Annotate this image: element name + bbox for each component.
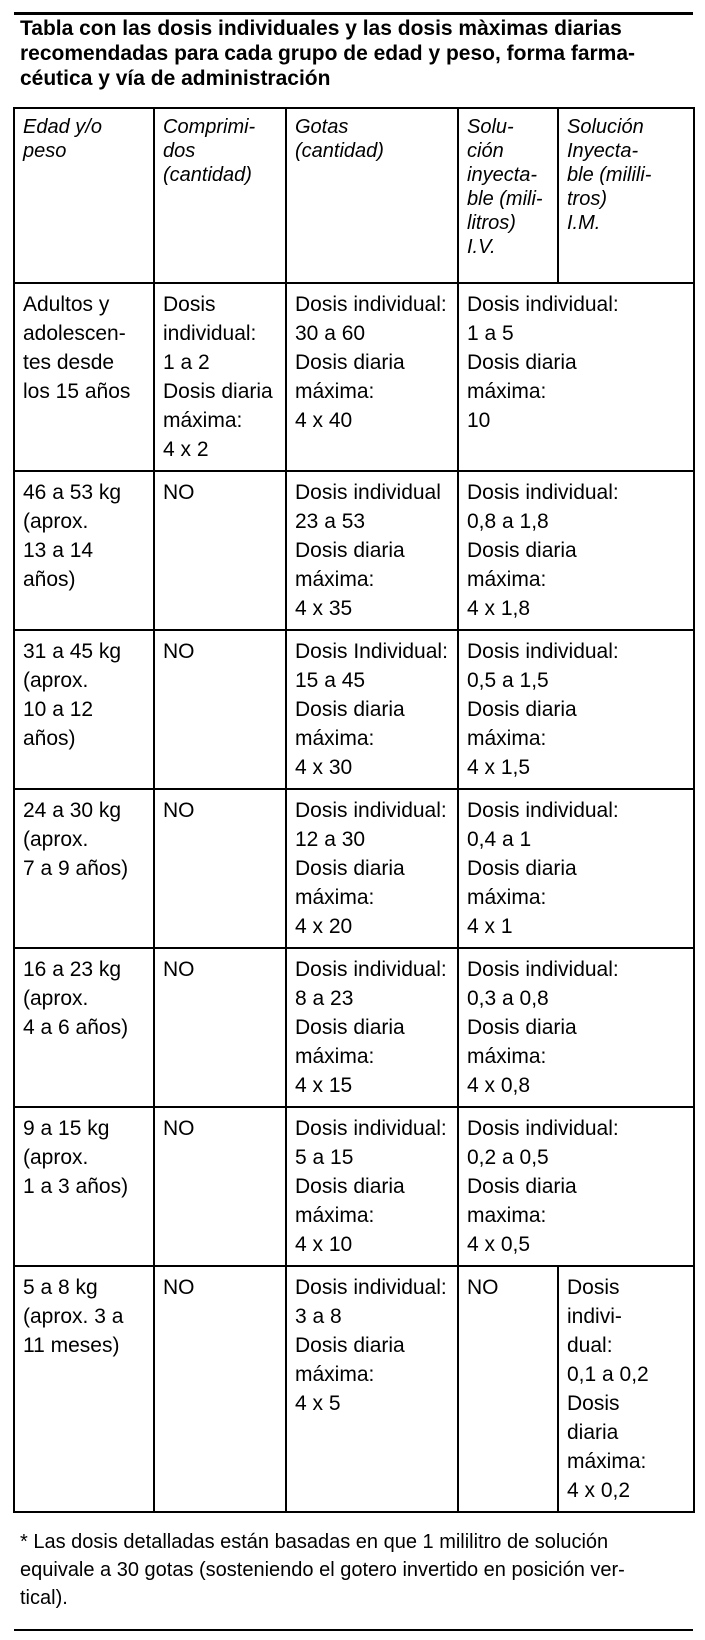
cell-drops: Dosis Individual: 15 a 45 Dosis diaria máxima: 4 x 30 <box>286 630 458 789</box>
cell-solution: Dosis individual: 0,2 a 0,5 Dosis diaria maxima: 4 x 0,5 <box>458 1107 694 1266</box>
table-row <box>14 1107 694 1266</box>
bottom-rule <box>14 1629 693 1631</box>
cell-age: 24 a 30 kg (aprox. 7 a 9 años) <box>14 789 154 948</box>
cell-age: Adultos y adolescen- tes desde los 15 años <box>14 283 154 471</box>
cell-solution: Dosis individual: 1 a 5 Dosis diaria máxima: 10 <box>458 283 694 471</box>
cell-drops: Dosis individual: 12 a 30 Dosis diaria máxima: 4 x 20 <box>286 789 458 948</box>
cell-tablets: Dosis individual: 1 a 2 Dosis diaria máxima: 4 x 2 <box>154 283 286 471</box>
cell-age: 31 a 45 kg (aprox. 10 a 12 años) <box>14 630 154 789</box>
header-row <box>14 108 694 283</box>
cell-age: 5 a 8 kg (aprox. 3 a 11 meses) <box>14 1266 154 1512</box>
cell-tablets: NO <box>154 1107 286 1266</box>
cell-tablets: NO <box>154 1266 286 1512</box>
cell-drops: Dosis individual: 8 a 23 Dosis diaria máxima: 4 x 15 <box>286 948 458 1107</box>
cell-drops: Dosis individual 23 a 53 Dosis diaria máxima: 4 x 35 <box>286 471 458 630</box>
cell-tablets: NO <box>154 471 286 630</box>
header-drops: Gotas (cantidad) <box>286 108 458 283</box>
cell-tablets: NO <box>154 789 286 948</box>
top-rule <box>14 12 693 15</box>
header-im: Solución Inyecta- ble (milili- tros) I.M. <box>558 108 694 283</box>
table-row <box>14 1266 694 1512</box>
cell-tablets: NO <box>154 948 286 1107</box>
dosage-table <box>13 107 695 1513</box>
header-iv: Solu- ción inyecta- ble (mili- litros) I.V. <box>458 108 558 283</box>
table-row <box>14 283 694 471</box>
cell-tablets: NO <box>154 630 286 789</box>
cell-solution: Dosis individual: 0,4 a 1 Dosis diaria máxima: 4 x 1 <box>458 789 694 948</box>
header-tablets: Comprimi- dos (cantidad) <box>154 108 286 283</box>
cell-iv: NO <box>458 1266 558 1512</box>
cell-solution: Dosis individual: 0,3 a 0,8 Dosis diaria máxima: 4 x 0,8 <box>458 948 694 1107</box>
table-row <box>14 948 694 1107</box>
footnote: * Las dosis detalladas están basadas en que 1 mililitro de solución equivale a 30 gotas (sosteniendo el gotero invertido en posición ver- tical). <box>20 1531 625 1609</box>
cell-drops: Dosis individual: 5 a 15 Dosis diaria máxima: 4 x 10 <box>286 1107 458 1266</box>
table-row <box>14 471 694 630</box>
cell-solution: Dosis individual: 0,5 a 1,5 Dosis diaria máxima: 4 x 1,5 <box>458 630 694 789</box>
cell-age: 16 a 23 kg (aprox. 4 a 6 años) <box>14 948 154 1107</box>
table-title: Tabla con las dosis individuales y las dosis màximas diarias recomendadas para cada grupo de edad y peso, forma farma- céutica y vía de administración <box>20 17 636 90</box>
table-row <box>14 789 694 948</box>
cell-age: 9 a 15 kg (aprox. 1 a 3 años) <box>14 1107 154 1266</box>
cell-drops: Dosis individual: 3 a 8 Dosis diaria máxima: 4 x 5 <box>286 1266 458 1512</box>
cell-im: Dosis indivi- dual: 0,1 a 0,2 Dosis diaria máxima: 4 x 0,2 <box>558 1266 694 1512</box>
cell-solution: Dosis individual: 0,8 a 1,8 Dosis diaria máxima: 4 x 1,8 <box>458 471 694 630</box>
header-age: Edad y/o peso <box>14 108 154 283</box>
table-row <box>14 630 694 789</box>
cell-drops: Dosis individual: 30 a 60 Dosis diaria máxima: 4 x 40 <box>286 283 458 471</box>
cell-age: 46 a 53 kg (aprox. 13 a 14 años) <box>14 471 154 630</box>
